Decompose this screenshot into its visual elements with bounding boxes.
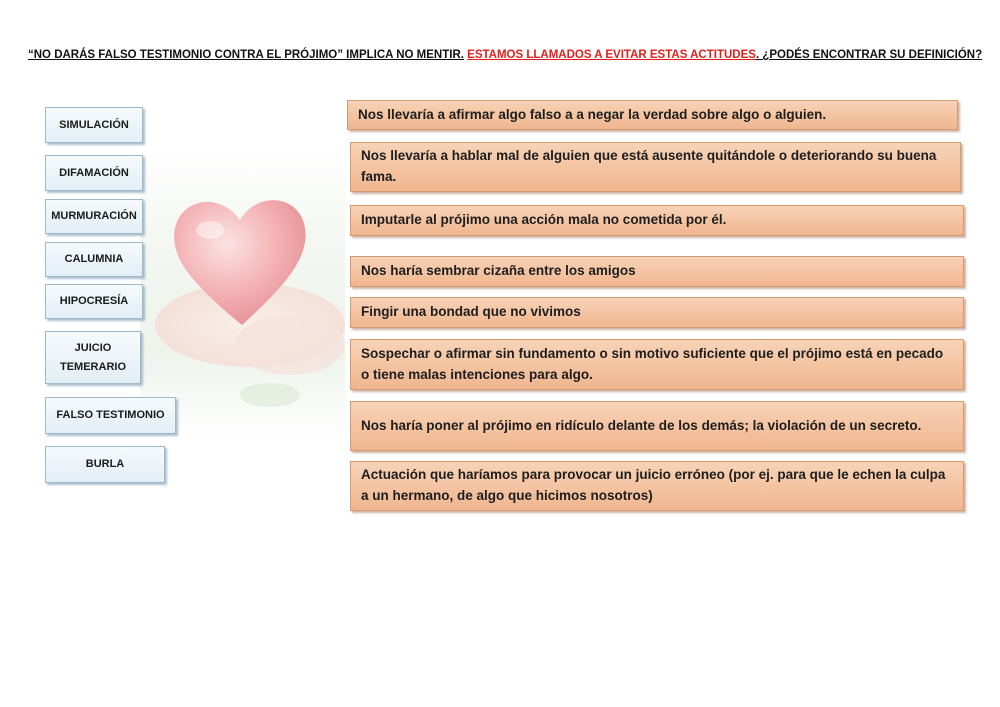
definition-box-8[interactable]: Actuación que haríamos para provocar un juicio erróneo (por ej. para que le echen la culpa a un hermano, de algo que hicimos nosotros) — [350, 461, 964, 511]
heading-part-1: “NO DARÁS FALSO TESTIMONIO CONTRA EL PRÓJIMO” IMPLICA NO MENTIR. — [28, 49, 464, 61]
definition-box-7[interactable]: Nos haría poner al prójimo en ridículo delante de los demás; la violación de un secreto. — [350, 401, 964, 451]
instructions-heading — [28, 49, 988, 61]
definition-box-4[interactable]: Nos haría sembrar cizaña entre los amigos — [350, 256, 964, 287]
term-card-murmuracion[interactable]: MURMURACIÓN — [45, 199, 143, 234]
definition-box-3[interactable]: Imputarle al prójimo una acción mala no cometida por él. — [350, 205, 964, 236]
definition-box-5[interactable]: Fingir una bondad que no vivimos — [350, 297, 964, 328]
term-card-difamacion[interactable]: DIFAMACIÓN — [45, 155, 143, 191]
heading-part-3: . ¿PODÉS ENCONTRAR SU DEFINICIÓN? — [755, 49, 983, 61]
term-card-calumnia[interactable]: CALUMNIA — [45, 242, 143, 277]
term-card-hipocresia[interactable]: HIPOCRESÍA — [45, 284, 143, 319]
definition-box-1[interactable]: Nos llevaría a afirmar algo falso a a negar la verdad sobre algo o alguien. — [347, 100, 958, 130]
term-card-juicio-temerario[interactable]: JUICIO TEMERARIO — [45, 331, 141, 384]
definition-box-6[interactable]: Sospechar o afirmar sin fundamento o sin motivo suficiente que el prójimo está en pecado o tiene malas intenciones para algo. — [350, 339, 964, 390]
heading-part-2-highlight: ESTAMOS LLAMADOS A EVITAR ESTAS ACTITUDES — [467, 49, 756, 61]
term-card-falso-testimonio[interactable]: FALSO TESTIMONIO — [45, 397, 176, 434]
definition-box-2[interactable]: Nos llevaría a hablar mal de alguien que está ausente quitándole o deteriorando su buena fama. — [350, 142, 961, 192]
term-card-simulacion[interactable]: SIMULACIÓN — [45, 107, 143, 143]
term-card-burla[interactable]: BURLA — [45, 446, 165, 483]
